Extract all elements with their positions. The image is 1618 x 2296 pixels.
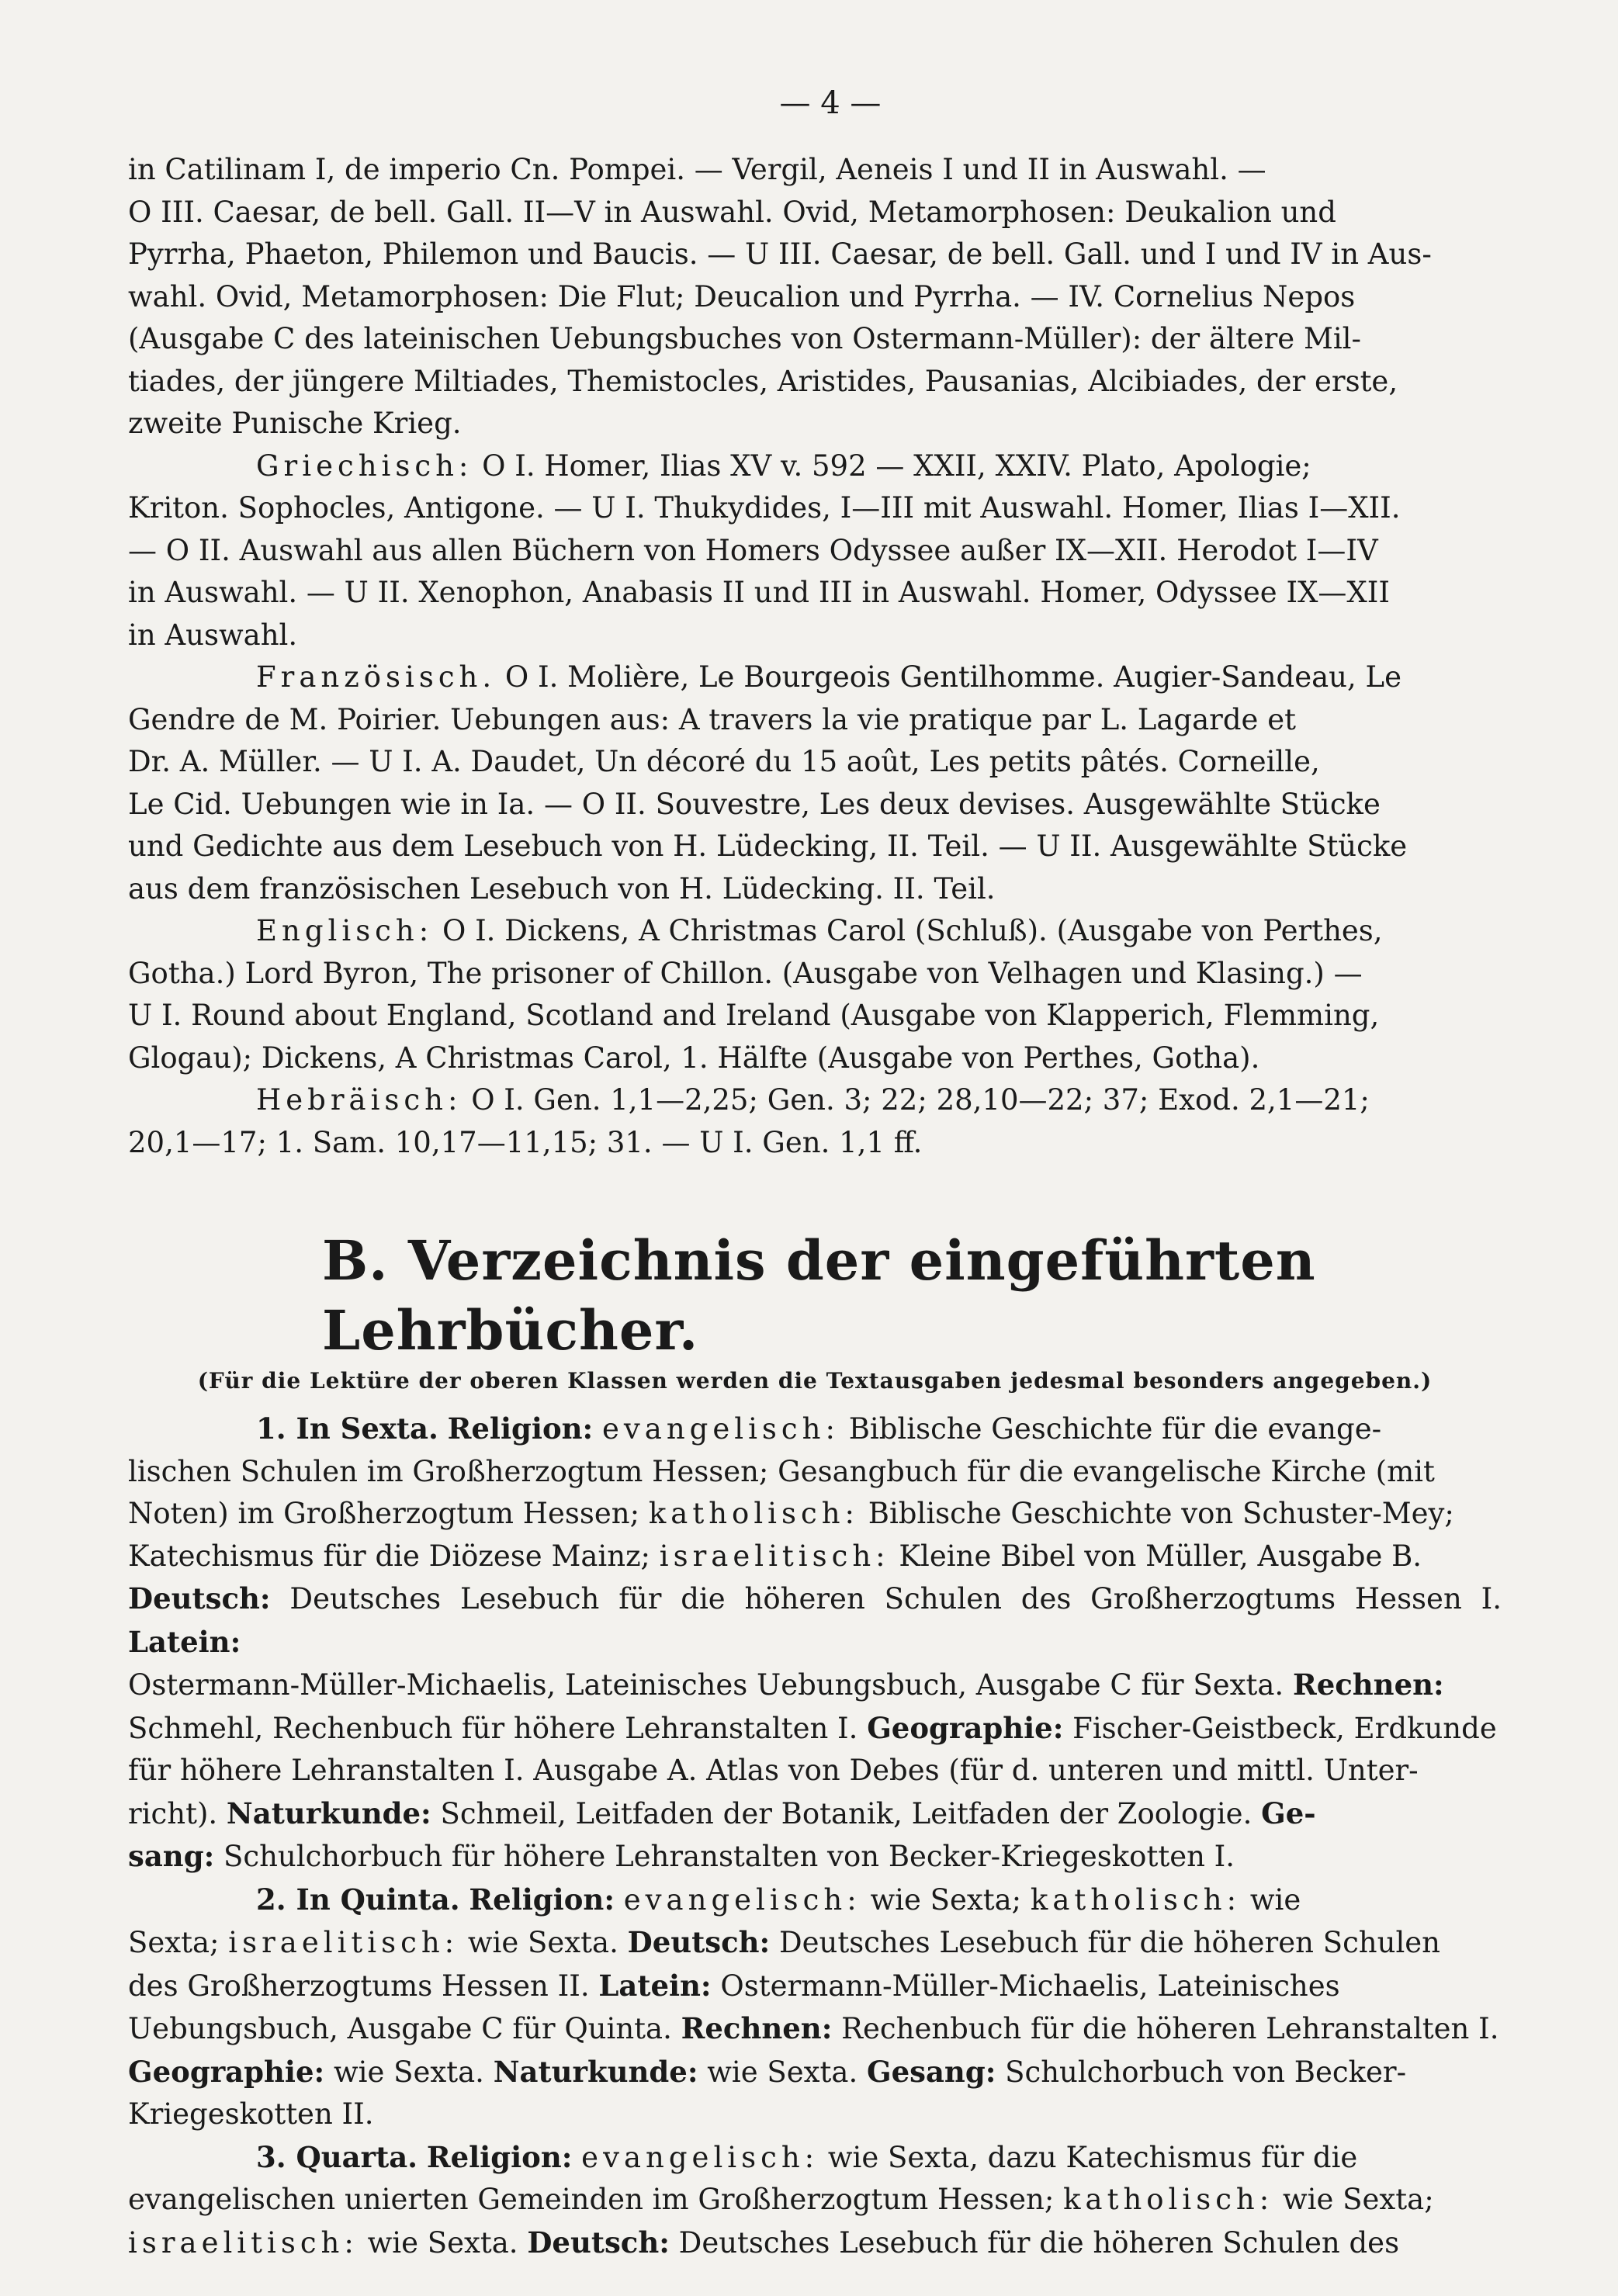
text-line: Deutsch: Deutsches Lesebuch für die höheren Schulen des Großherzogtums Hessen I. Latein: (128, 1581, 1502, 1659)
text-line: Schmehl, Rechenbuch für höhere Lehranstalten I. Geographie: Fischer-Geistbeck, Erdkunde (128, 1710, 1497, 1745)
text-line: Geographie: wie Sexta. Naturkunde: wie Sexta. Gesang: Schulchorbuch von Becker- (128, 2054, 1407, 2089)
quinta-section (128, 1879, 1502, 2136)
sexta-section (128, 1408, 1502, 1879)
text-line: Englisch: O I. Dickens, A Christmas Carol (Schluß). (Ausgabe von Perthes, (256, 914, 1383, 947)
text-line: Pyrrha, Phaeton, Philemon und Baucis. — U III. Caesar, de bell. Gall. und I und IV in Aus- (128, 237, 1432, 271)
text-line: in Auswahl. — U II. Xenophon, Anabasis II und III in Auswahl. Homer, Odyssee IX—XII (128, 576, 1390, 609)
section-heading: B. Verzeichnis der eingeführten Lehrbücher. (322, 1228, 1316, 1363)
text-line: für höhere Lehranstalten I. Ausgabe A. Atlas von Debes (für d. unteren und mittl. Unter- (128, 1754, 1419, 1787)
text-line: Griechisch: O I. Homer, Ilias XV v. 592 — XXII, XXIV. Plato, Apologie; (256, 448, 1311, 483)
text-line: Dr. A. Müller. — U I. A. Daudet, Un décoré du 15 août, Les petits pâtés. Corneille, (128, 745, 1320, 778)
text-line: lischen Schulen im Großherzogtum Hessen; Gesangbuch für die evangelische Kirche (mit (128, 1454, 1435, 1488)
text-line: Gotha.) Lord Byron, The prisoner of Chillon. (Ausgabe von Velhagen und Klasing.) — (128, 956, 1363, 990)
text-line: Kriton. Sophocles, Antigone. — U I. Thukydides, I—III mit Auswahl. Homer, Ilias I—XII. (128, 491, 1401, 525)
text-line: in Catilinam I, de imperio Cn. Pompei. — Vergil, Aeneis I und II in Auswahl. — (128, 153, 1266, 186)
text-line: und Gedichte aus dem Lesebuch von H. Lüdecking, II. Teil. — U II. Ausgewählte Stücke (128, 829, 1408, 863)
subject-label: Griechisch: (256, 448, 473, 483)
quarta-section (128, 2136, 1502, 2265)
text-line: Uebungsbuch, Ausgabe C für Quinta. Rechnen: Rechenbuch für die höheren Lehranstalten I. (128, 2011, 1499, 2045)
text-line: zweite Punische Krieg. (128, 407, 462, 440)
lektuere-englisch (128, 910, 1502, 1079)
lektuere-hebraeisch (128, 1079, 1502, 1164)
text-line: 1. In Sexta. Religion: evangelisch: Biblische Geschichte für die evange- (256, 1411, 1382, 1446)
lektuere-franzoesisch (128, 656, 1502, 910)
subject-label: Hebräisch: (256, 1083, 463, 1117)
text-line: Noten) im Großherzogtum Hessen; katholisch: Biblische Geschichte von Schuster-Mey; (128, 1497, 1454, 1530)
text-line: sang: Schulchorbuch für höhere Lehranstalten von Becker-Kriegeskotten I. (128, 1839, 1235, 1873)
text-line: richt). Naturkunde: Schmeil, Leitfaden der Botanik, Leitfaden der Zoologie. Ge- (128, 1796, 1316, 1830)
text-line: Le Cid. Uebungen wie in Ia. — O II. Souvestre, Les deux devises. Ausgewählte Stücke (128, 787, 1381, 821)
text-line: Katechismus für die Diözese Mainz; israelitisch: Kleine Bibel von Müller, Ausgabe B. (128, 1539, 1422, 1573)
text-line: israelitisch: wie Sexta. Deutsch: Deutsches Lesebuch für die höheren Schulen des (128, 2225, 1400, 2260)
class-heading: 2. In Quinta. (256, 1882, 460, 1917)
section-note: (Für die Lektüre der oberen Klassen werden die Textausgaben jedesmal besonders angegeben.) (197, 1368, 1433, 1394)
text-line: aus dem französischen Lesebuch von H. Lüdecking. II. Teil. (128, 871, 996, 906)
text-line: in Auswahl. (128, 618, 298, 652)
text-line: Sexta; israelitisch: wie Sexta. Deutsch: Deutsches Lesebuch für die höheren Schulen (128, 1925, 1441, 1959)
subject-label: Englisch: (256, 914, 434, 947)
text-line: des Großherzogtums Hessen II. Latein: Ostermann-Müller-Michaelis, Lateinisches (128, 1968, 1340, 2003)
text-line: tiades, der jüngere Miltiades, Themistocles, Aristides, Pausanias, Alcibiades, der erste, (128, 364, 1398, 398)
lektuere-latein (128, 149, 1502, 445)
text-line: evangelischen unierten Gemeinden im Großherzogtum Hessen; katholisch: wie Sexta; (128, 2183, 1434, 2216)
text-line: Ostermann-Müller-Michaelis, Lateinisches Uebungsbuch, Ausgabe C für Sexta. Rechnen: (128, 1667, 1444, 1702)
text-line: (Ausgabe C des lateinischen Uebungsbuches von Ostermann-Müller): der ältere Mil- (128, 322, 1362, 355)
text-line: Glogau); Dickens, A Christmas Carol, 1. Hälfte (Ausgabe von Perthes, Gotha). (128, 1041, 1260, 1075)
text-line: Gendre de M. Poirier. Uebungen aus: A travers la vie pratique par L. Lagarde et (128, 702, 1296, 736)
text-line: wahl. Ovid, Metamorphosen: Die Flut; Deucalion und Pyrrha. — IV. Cornelius Nepos (128, 279, 1356, 313)
lektuere-griechisch (128, 445, 1502, 657)
text-line: Hebräisch: O I. Gen. 1,1—2,25; Gen. 3; 22; 28,10—22; 37; Exod. 2,1—21; (256, 1083, 1370, 1117)
subject-label: Französisch. (256, 660, 497, 694)
text-line: 20,1—17; 1. Sam. 10,17—11,15; 31. — U I. Gen. 1,1 ff. (128, 1125, 923, 1159)
text-line: — O II. Auswahl aus allen Büchern von Homers Odyssee außer IX—XII. Herodot I—IV (128, 533, 1378, 567)
text-line: Kriegeskotten II. (128, 2097, 374, 2131)
text-line: 3. Quarta. Religion: evangelisch: wie Sexta, dazu Katechismus für die (256, 2139, 1358, 2174)
page-number: — 4 — (779, 85, 882, 121)
text-line: 2. In Quinta. Religion: evangelisch: wie Sexta; katholisch: wie (256, 1882, 1301, 1917)
text-line: U I. Round about England, Scotland and Ireland (Ausgabe von Klapperich, Flemming, (128, 999, 1380, 1032)
class-heading: 1. In Sexta. (256, 1411, 438, 1446)
text-line: O III. Caesar, de bell. Gall. II—V in Auswahl. Ovid, Metamorphosen: Deukalion und (128, 195, 1336, 229)
class-heading: 3. Quarta. (256, 2139, 418, 2174)
text-line: Französisch. O I. Molière, Le Bourgeois Gentilhomme. Augier-Sandeau, Le (256, 660, 1401, 694)
